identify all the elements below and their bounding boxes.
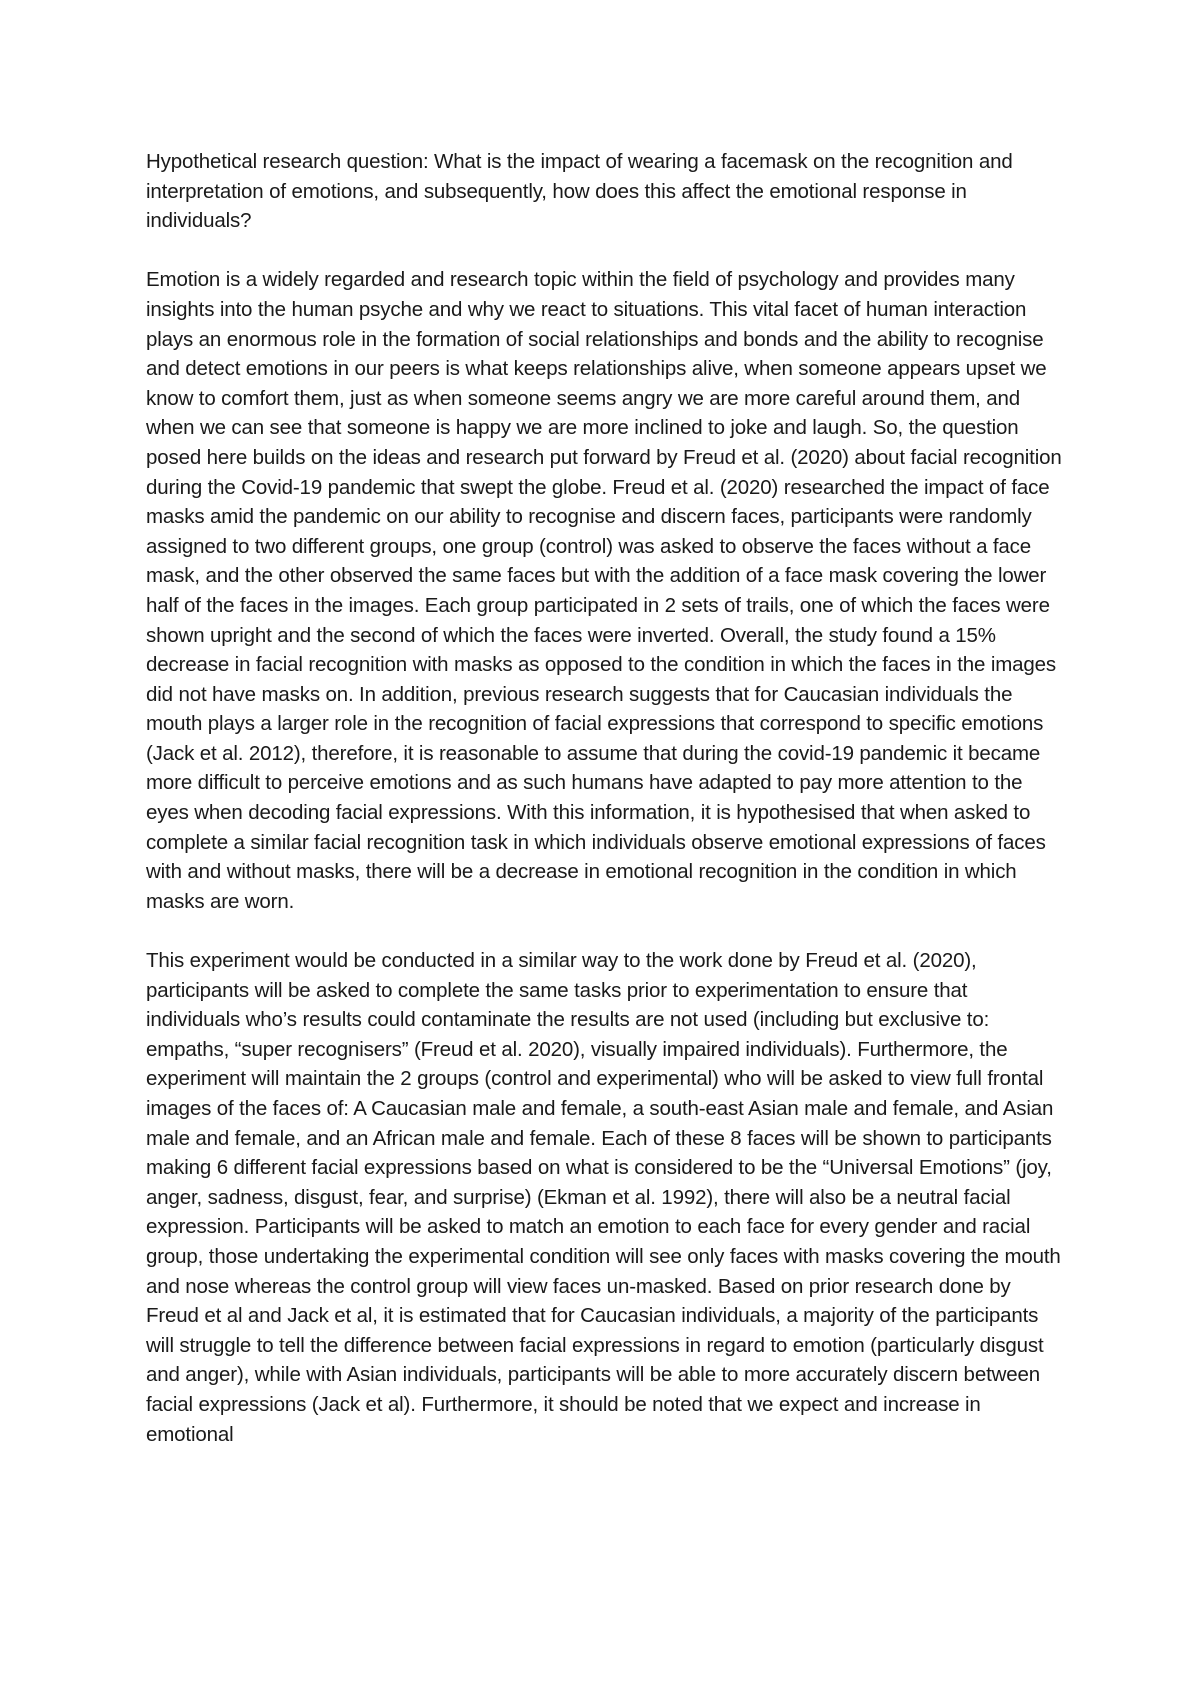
paragraph-method: This experiment would be conducted in a similar way to the work done by Freud et al. (2020), participants will be asked to complete the same tasks prior to experimentation to ensure that individuals who’s results could contaminate the results are not used (including but exclusive to: empaths, “super recognisers” (Freud et al. 2020), visually impaired individuals). Furthermore, the experiment will maintain the 2 groups (control and experimental) who will be asked to view full frontal images of the faces of: A Caucasian male and female, a south-east Asian male and female, and Asian male and female, and an African male and female. Each of these 8 faces will be shown to participants making 6 different facial expressions based on what is considered to be the “Universal Emotions” (joy, anger, sadness, disgust, fear, and surprise) (Ekman et al. 1992), there will also be a neutral facial expression. Participants will be asked to match an emotion to each face for every gender and racial group, those undertaking the experimental condition will see only faces with masks covering the mouth and nose whereas the control group will view faces un-masked. Based on prior research done by Freud et al and Jack et al, it is estimated that for Caucasian individuals, a majority of the participants will struggle to tell the difference between facial expressions in regard to emotion (particularly disgust and anger), while with Asian individuals, participants will be able to more accurately discern between facial expressions (Jack et al). Furthermore, it should be noted that we expect and increase in emotional bbox=[146, 949, 1061, 1446]
research-question: Hypothetical research question: What is the impact of wearing a facemask on the recognition and interpretation of emotions, and subsequently, how does this affect the emotional response in individuals? bbox=[146, 150, 1013, 233]
document-body bbox=[146, 147, 1066, 1449]
paragraph-introduction: Emotion is a widely regarded and research topic within the field of psychology and provides many insights into the human psyche and why we react to situations. This vital facet of human interaction plays an enormous role in the formation of social relationships and bonds and the ability to recognise and detect emotions in our peers is what keeps relationships alive, when someone appears upset we know to comfort them, just as when someone seems angry we are more careful around them, and when we can see that someone is happy we are more inclined to joke and laugh. So, the question posed here builds on the ideas and research put forward by Freud et al. (2020) about facial recognition during the Covid-19 pandemic that swept the globe. Freud et al. (2020) researched the impact of face masks amid the pandemic on our ability to recognise and discern faces, participants were randomly assigned to two different groups, one group (control) was asked to observe the faces without a face mask, and the other observed the same faces but with the addition of a face mask covering the lower half of the faces in the images. Each group participated in 2 sets of trails, one of which the faces were shown upright and the second of which the faces were inverted. Overall, the study found a 15% decrease in facial recognition with masks as opposed to the condition in which the faces in the images did not have masks on. In addition, previous research suggests that for Caucasian individuals the mouth plays a larger role in the recognition of facial expressions that correspond to specific emotions (Jack et al. 2012), therefore, it is reasonable to assume that during the covid-19 pandemic it became more difficult to perceive emotions and as such humans have adapted to pay more attention to the eyes when decoding facial expressions. With this information, it is hypothesised that when asked to complete a similar facial recognition task in which individuals observe emotional expressions of faces with and without masks, there will be a decrease in emotional recognition in the condition in which masks are worn. bbox=[146, 268, 1062, 913]
